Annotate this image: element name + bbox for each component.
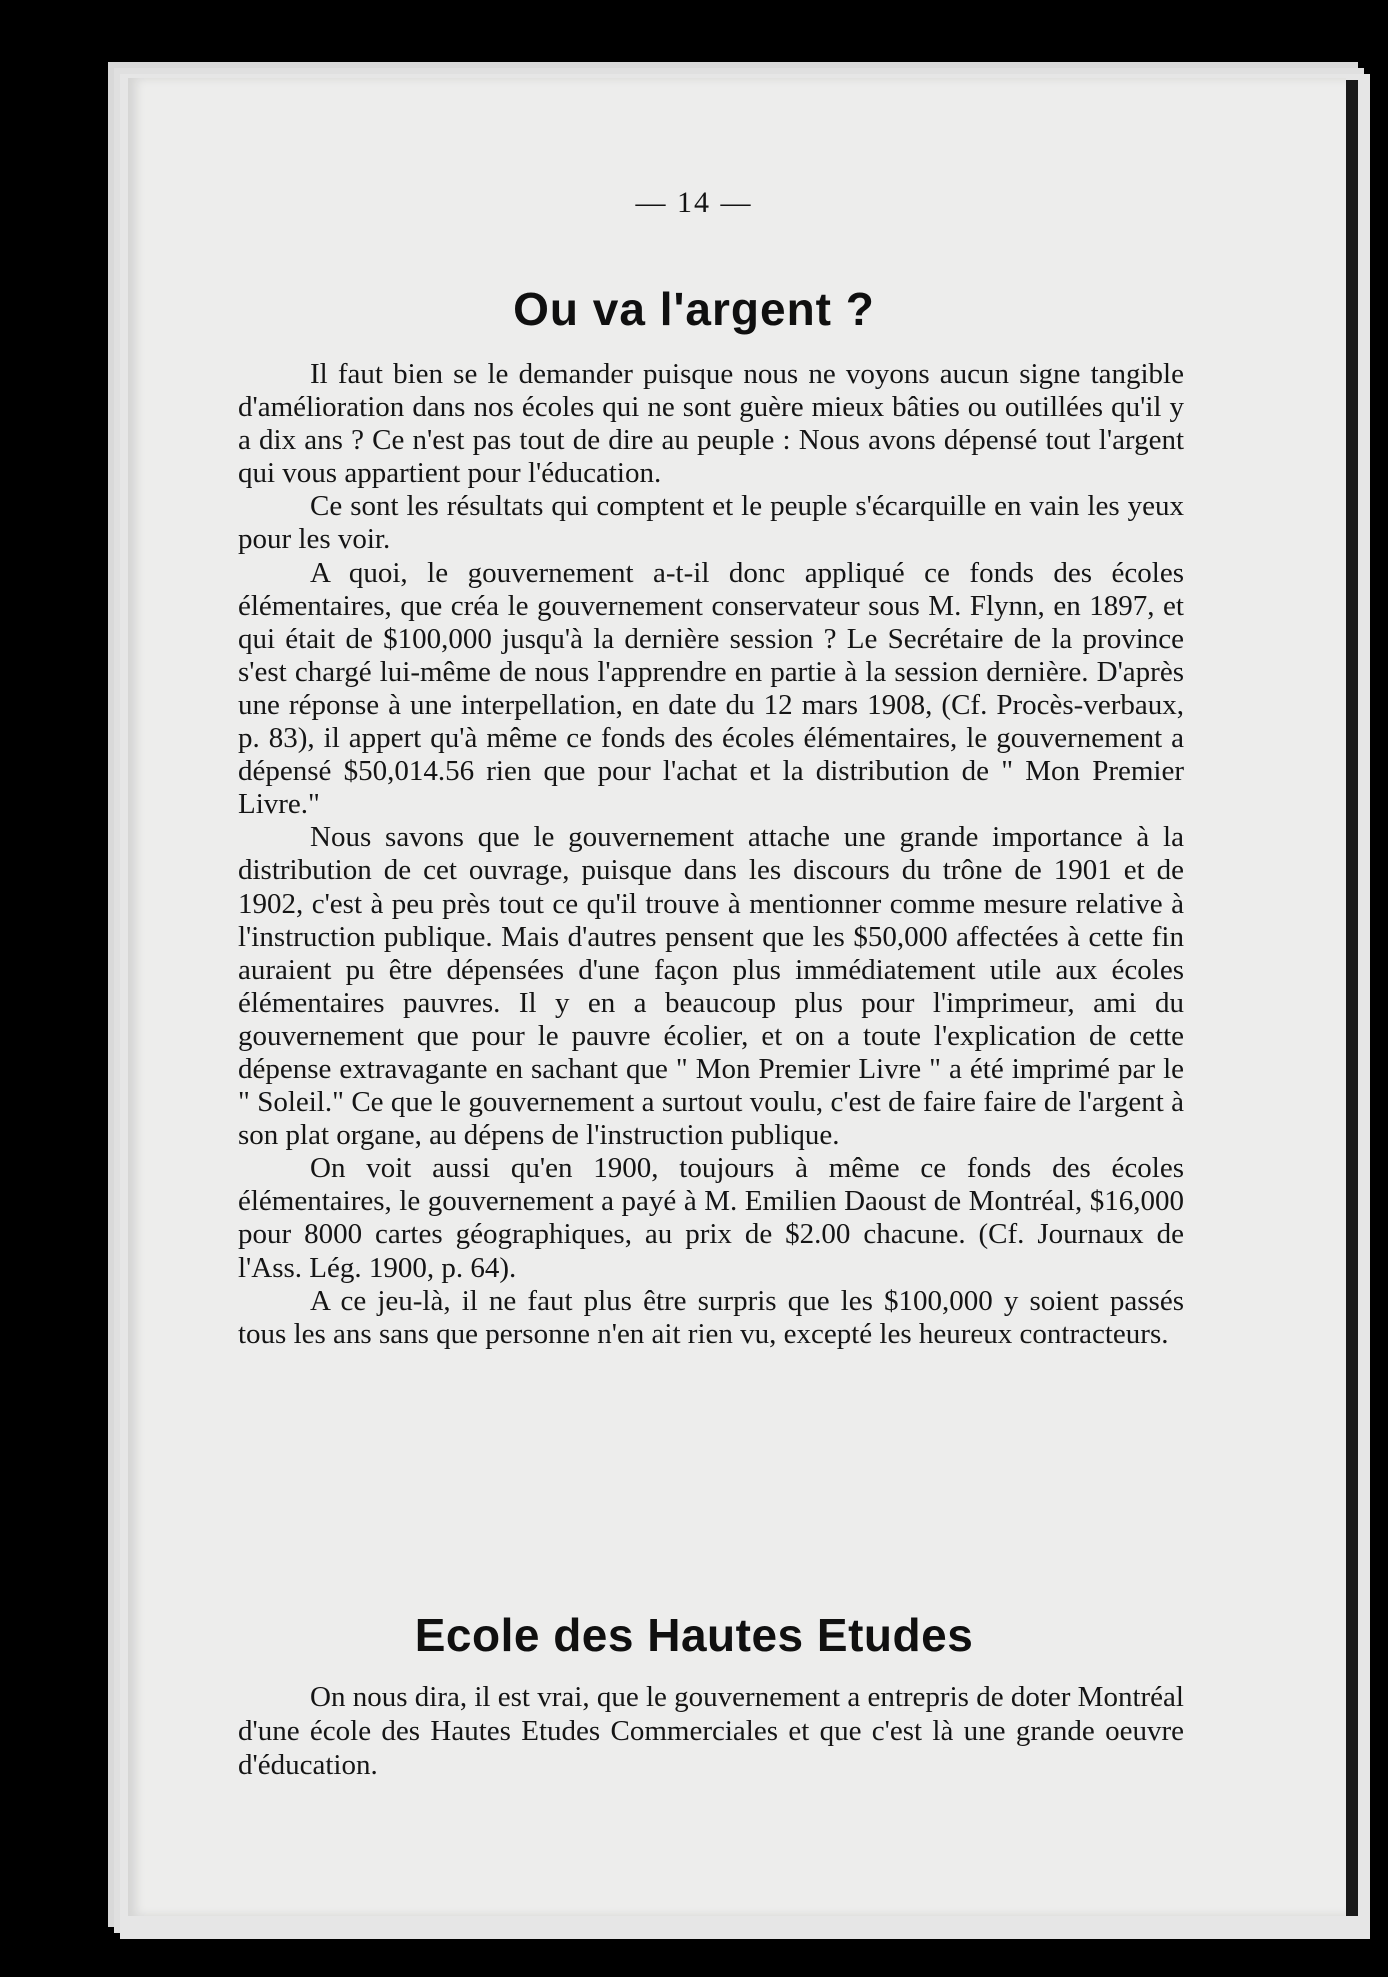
- paragraph: On nous dira, il est vrai, que le gouvernement a entrepris de doter Montréal d'une école des Hautes Etudes Commerciales et que c'est là une grande oeuvre d'éducation.: [238, 1681, 1184, 1781]
- paragraph: On voit aussi qu'en 1900, toujours à même ce fonds des écoles élémentaires, le gouvernement a payé à M. Emilien Daoust de Montréal, $16,000 pour 8000 cartes géographiques, au prix de $2.00 chacune. (Cf. Journaux de l'Ass. Lég. 1900, p. 64).: [238, 1152, 1184, 1284]
- section-body-hautes-etudes: [238, 1680, 1184, 1782]
- section-body-argent: [238, 358, 1184, 1351]
- paragraph: Nous savons que le gouvernement attache une grande importance à la distribution de cet ouvrage, puisque dans les discours du trône de 1901 et de 1902, c'est à peu près tout ce qu'il trouve à mentionner comme mesure relative à l'instruction publique. Mais d'autres pensent que les $50,000 affectées à cette fin auraient pu être dépensées d'une façon plus immédiatement utile aux écoles élémentaires pauvres. Il y en a beaucoup plus pour l'imprimeur, ami du gouvernement que pour le pauvre écolier, et on a toute l'explication de cette dépense extravagante en sachant que " Mon Premier Livre " a été imprimé par le " Soleil." Ce que le gouvernement a surtout voulu, c'est de faire faire de l'argent à son plat organe, au dépens de l'instruction publique.: [238, 821, 1184, 1152]
- section-title-argent: Ou va l'argent ?: [513, 283, 875, 335]
- section-title-hautes-etudes: Ecole des Hautes Etudes: [414, 1609, 974, 1661]
- page-number: — 14 —: [635, 186, 753, 219]
- paragraph: Il faut bien se le demander puisque nous ne voyons aucun signe tangible d'amélioration dans nos écoles qui ne sont guère mieux bâties ou outillées qu'il y a dix ans ? Ce n'est pas tout de dire au peuple : Nous avons dépensé tout l'argent qui vous appartient pour l'éducation.: [238, 358, 1184, 490]
- paragraph: A quoi, le gouvernement a-t-il donc appliqué ce fonds des écoles élémentaires, que créa le gouvernement conservateur sous M. Flynn, en 1897, et qui était de $100,000 jusqu'à la dernière session ? Le Secrétaire de la province s'est chargé lui-même de nous l'apprendre en partie à la session dernière. D'après une réponse à une interpellation, en date du 12 mars 1908, (Cf. Procès-verbaux, p. 83), il appert qu'à même ce fonds des écoles élémentaires, le gouvernement a dépensé $50,014.56 rien que pour l'achat et la distribution de " Mon Premier Livre.": [238, 556, 1184, 821]
- paragraph: Ce sont les résultats qui comptent et le peuple s'écarquille en vain les yeux pour les voir.: [238, 490, 1184, 556]
- paragraph: A ce jeu-là, il ne faut plus être surpris que les $100,000 y soient passés tous les ans sans que personne n'en ait rien vu, excepté les heureux contracteurs.: [238, 1284, 1184, 1350]
